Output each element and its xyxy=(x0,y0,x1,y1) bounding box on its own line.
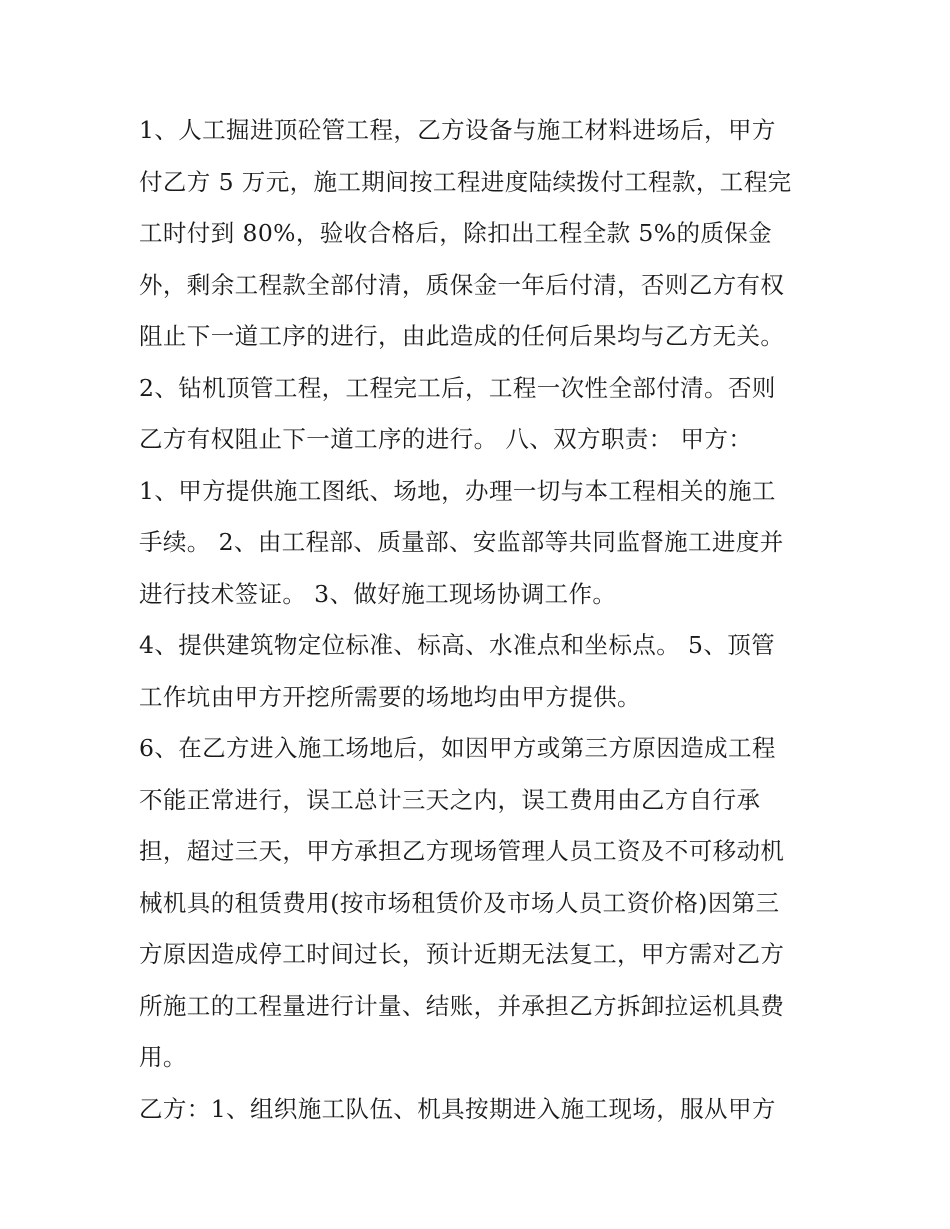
text-line: 进行技术签证。 3、做好施工现场协调工作。 xyxy=(139,579,617,608)
text-line: 4、提供建筑物定位标准、标高、水准点和坐标点。 5、顶管 xyxy=(139,631,776,659)
text-line: 担，超过三天，甲方承担乙方现场管理人员工资及不可移动机 xyxy=(139,837,785,865)
text-line: 所施工的工程量进行计量、结账，并承担乙方拆卸拉运机具费 xyxy=(139,991,785,1020)
text-line: 用。 xyxy=(139,1043,187,1071)
text-line: 1、人工掘进顶砼管工程，乙方设备与施工材料进场后，甲方 xyxy=(139,116,776,144)
text-line: 方原因造成停工时间过长，预计近期无法复工，甲方需对乙方 xyxy=(139,940,785,968)
text-line: 工时付到 80%，验收合格后，除扣出工程全款 5%的质保金 xyxy=(139,219,773,247)
text-line: 阻止下一道工序的进行，由此造成的任何后果均与乙方无关。 xyxy=(139,322,785,350)
text-line: 6、在乙方进入施工场地后，如因甲方或第三方原因造成工程 xyxy=(139,734,776,762)
text-line: 乙方：1、组织施工队伍、机具按期进入施工现场，服从甲方 xyxy=(139,1094,776,1123)
text-line: 付乙方 5 万元，施工期间按工程进度陆续拨付工程款，工程完 xyxy=(139,167,792,196)
text-line: 不能正常进行，误工总计三天之内，误工费用由乙方自行承 xyxy=(139,785,761,814)
text-line: 1、甲方提供施工图纸、场地，办理一切与本工程相关的施工 xyxy=(139,476,776,505)
text-line: 工作坑由甲方开挖所需要的场地均由甲方提供。 xyxy=(139,682,641,711)
text-line: 2、钻机顶管工程，工程完工后，工程一次性全部付清。否则 xyxy=(139,373,776,402)
text-line: 外，剩余工程款全部付清，质保金一年后付清，否则乙方有权 xyxy=(139,270,785,299)
text-line: 手续。 2、由工程部、质量部、安监部等共同监督施工进度并 xyxy=(139,528,784,556)
text-line: 乙方有权阻止下一道工序的进行。 八、双方职责： 甲方： xyxy=(139,425,753,453)
text-line: 械机具的租赁费用(按市场租赁价及市场人员工资价格)因第三 xyxy=(139,888,780,917)
document-body xyxy=(139,105,819,1135)
